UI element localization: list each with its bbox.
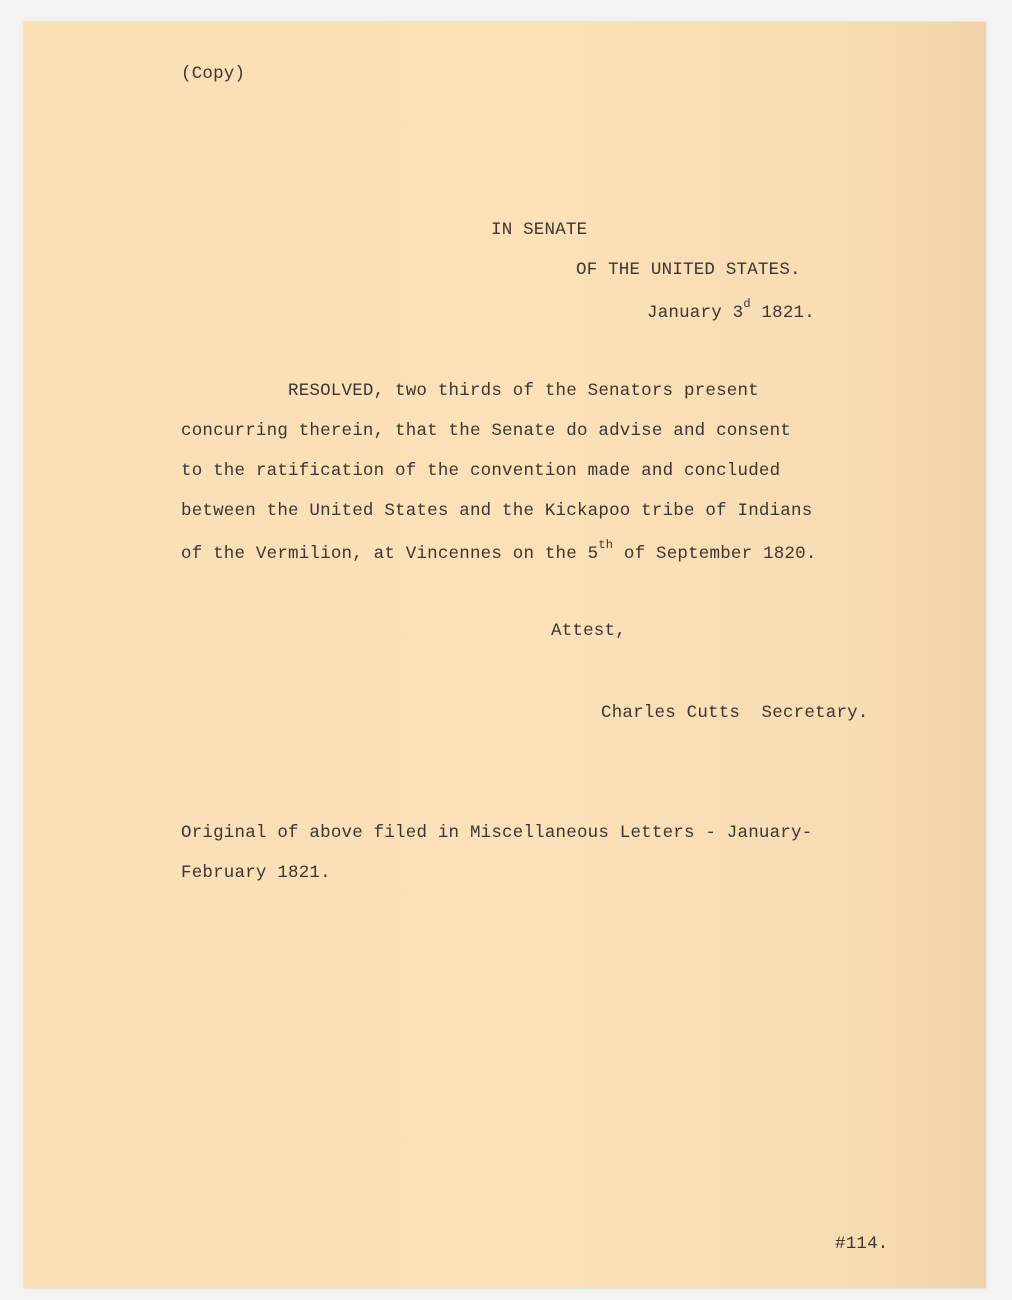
resolution-line-5 [181, 538, 817, 564]
resolution-line-4: between the United States and the Kickapoo tribe of Indians [181, 501, 813, 521]
line5-prefix: of the Vermilion, at Vincennes on the 5 [181, 543, 599, 564]
resolution-line-1: RESOLVED, two thirds of the Senators present [288, 381, 759, 401]
heading-date [647, 297, 815, 323]
heading-line-1: IN SENATE [491, 220, 588, 240]
page-number: #114. [835, 1234, 889, 1254]
date-superscript: d [743, 297, 751, 311]
date-suffix: 1821. [750, 302, 815, 323]
heading-line-2: OF THE UNITED STATES. [576, 260, 801, 280]
document-page [24, 22, 986, 1288]
resolution-line-3: to the ratification of the convention made and concluded [181, 461, 781, 481]
date-prefix: January 3 [647, 302, 744, 323]
line5-suffix: of September 1820. [613, 543, 817, 564]
line5-superscript: th [598, 538, 614, 552]
signature-line: Charles Cutts Secretary. [601, 703, 869, 723]
copy-label: (Copy) [181, 64, 246, 84]
note-line-2: February 1821. [181, 863, 331, 883]
attest-label: Attest, [551, 621, 626, 641]
resolution-line-2: concurring therein, that the Senate do advise and consent [181, 421, 791, 441]
note-line-1: Original of above filed in Miscellaneous Letters - January- [181, 823, 813, 843]
